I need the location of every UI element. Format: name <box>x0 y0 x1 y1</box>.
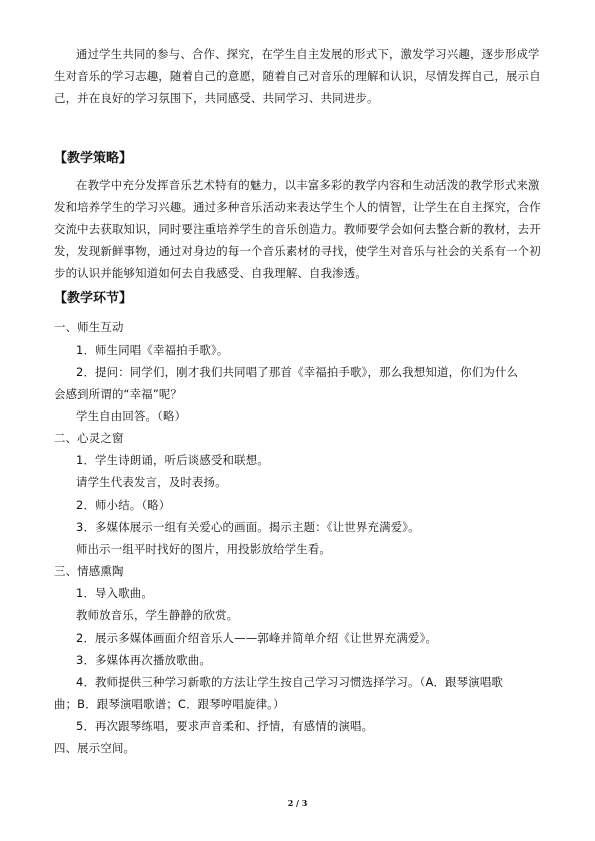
strategy-paragraph: 在教学中充分发挥音乐艺术特有的魅力，以丰富多彩的教学内容和生动活泼的教学形式来激发和培养学生的学习兴趣。通过多种音乐活动来表达学生个人的情智，让学生在自主探究，合作交流中去获取知识，同时要注重培养学生的音乐创造力。教师要学会如何去整合新的教材，去开发，发现新鲜事物，通过对身边的每一个音乐素材的寻找，使学生对音乐与社会的关系有一个初步的认识并能够知道如何去自我感受、自我理解、自我渗透。 <box>54 178 541 280</box>
list-item: 3．多媒体再次播放歌曲。 <box>76 653 211 667</box>
strategy-heading: 【教学策略】 <box>54 151 133 166</box>
list-item: 教师放音乐，学生静静的欣赏。 <box>76 608 239 622</box>
list-item-continuation: 会感到所谓的“幸福”呢？ <box>54 387 183 401</box>
list-item: 1．导入歌曲。 <box>76 586 153 600</box>
section-title: 一、师生互动 <box>54 320 124 334</box>
intro-paragraph: 通过学生共同的参与、合作、探究，在学生自主发展的形式下，激发学习兴趣，逐步形成学生对音乐的学习志趣，随着自己的意愿，随着自己对音乐的理解和认识，尽情发挥自己，展示自己，并在良好的学习氛围下，共同感受、共同学习、共同进步。 <box>54 47 541 105</box>
list-item: 3．多媒体展示一组有关爱心的画面。揭示主题：《让世界充满爱》。 <box>76 520 420 534</box>
list-item: 请学生代表发言，及时表扬。 <box>76 475 227 489</box>
list-item-continuation: 曲；B．跟琴演唱歌谱；C．跟琴哼唱旋律。） <box>54 697 285 711</box>
list-item: 2．展示多媒体画面介绍音乐人——郭峰并简单介绍《让世界充满爱》。 <box>76 631 438 645</box>
section-title: 二、心灵之窗 <box>54 431 124 445</box>
list-item: 师出示一组平时找好的图片，用投影放给学生看。 <box>76 542 331 556</box>
list-item: 5．再次跟琴练唱，要求声音柔和、抒情，有感情的演唱。 <box>76 719 374 733</box>
list-item: 学生自由回答。（略） <box>76 409 187 423</box>
process-heading: 【教学环节】 <box>54 291 133 306</box>
list-item: 2．提问：同学们，刚才我们共同唱了那首《幸福拍手歌》，那么我想知道，你们为什么 <box>76 365 519 379</box>
page-number: 2 / 3 <box>287 798 308 808</box>
section-title: 四、展示空间。 <box>54 741 136 755</box>
list-item: 4．教师提供三种学习新歌的方法让学生按自己学习习惯选择学习。（A．跟琴演唱歌 <box>76 675 504 689</box>
section-title: 三、情感熏陶 <box>54 564 124 578</box>
list-item: 2．师小结。（略） <box>76 498 171 512</box>
list-item: 1．师生同唱《幸福拍手歌》。 <box>76 343 229 357</box>
list-item: 1．学生诗朗诵，听后谈感受和联想。 <box>76 453 269 467</box>
